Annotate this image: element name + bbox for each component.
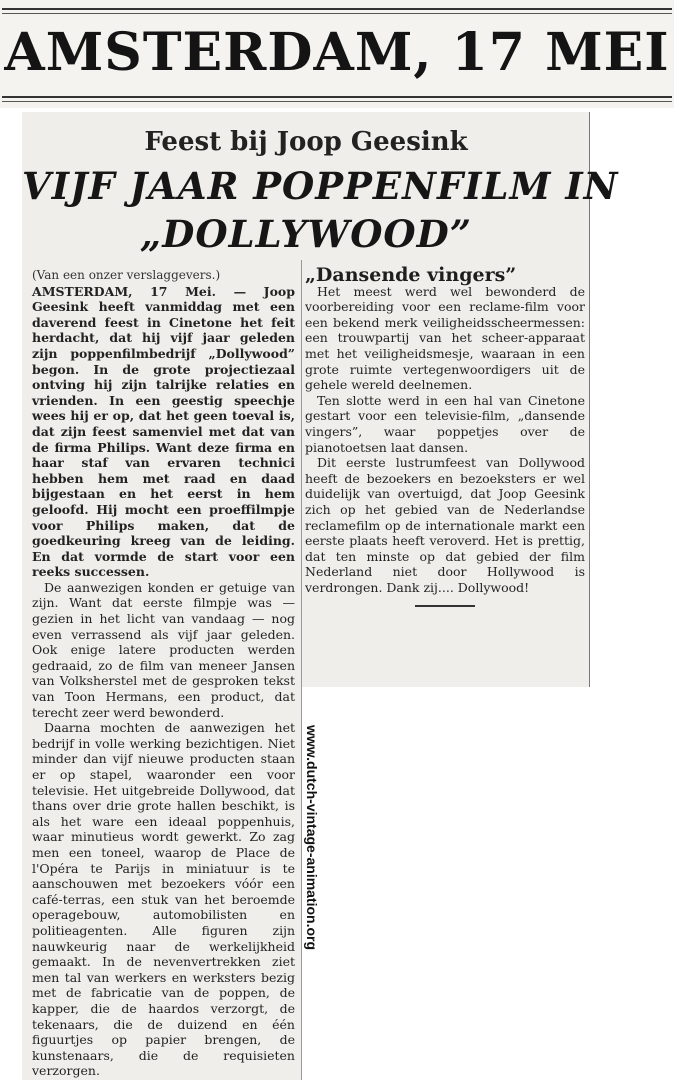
paragraph: Ten slotte werd in een hal van Cinetone gestart voor een televisie-film, „dansende vingers”, waar poppetjes over de pianotoetsen laat dansen.	[305, 392, 585, 455]
column-divider	[301, 260, 302, 1080]
masthead-rule-bottom-thin	[2, 101, 672, 102]
masthead	[0, 0, 674, 108]
article-column-right	[305, 264, 585, 607]
headline-line-2: „DOLLYWOOD”	[139, 212, 473, 256]
paragraph: Het meest werd wel bewonderd de voorbereiding voor een reclame-film voor een bekend merk veiligheidsscheermessen: een trouwpartij van het scheer-apparaat met het veiligheidsmesje, waaraan in een grote ruimte vertegenwoordigers uit de gehele wereld deelnemen.	[305, 283, 585, 393]
paragraph: Dit eerste lustrumfeest van Dollywood heeft de bezoekers en bezoeksters er wel duidelijk van overtuigd, dat Joop Geesink zich op het gebied van de Nederlandse reclamefilm op de internationale markt een eerste plaats heeft veroverd. Het is prettig, dat ten minste op dat gebied der film Nederland niet door Hollywood is verdrongen. Dank zij.... Dollywood!	[305, 455, 585, 595]
masthead-rule-top-thin	[2, 13, 672, 14]
article-end-rule	[415, 605, 475, 607]
byline: (Van een onzer verslaggevers.)	[32, 268, 221, 282]
column-subhead: „Dansende vingers”	[305, 264, 517, 286]
masthead-title: AMSTERDAM, 17 MEI	[4, 22, 670, 83]
masthead-rule-top	[2, 8, 672, 10]
paragraph: De aanwezigen konden er getuige van zijn. Want dat eerste filmpje was — gezien in het licht van vandaag — nog even verrassend als vijf jaar geleden. Ook enige latere producten werden gedraaid, zo de film van meneer Jansen van Volksherstel met de gesproken tekst van Toon Hermans, een product, dat terecht zeer werd bewonderd.	[32, 579, 295, 720]
paragraph: Daarna mochten de aanwezigen het bedrijf in volle werking bezichtigen. Niet minder dan vijf nieuwe producten staan er op stapel, waaronder een voor televisie. Het uitgebreide Dollywood, dat thans over drie grote hallen beschikt, is als het ware een ideaal poppenhuis, waar minutieus wordt gewerkt. Zo zag men een toneel, waarop de Place de l'Opéra te Parijs in miniatuur is te aanschouwen met bezoekers vóór een café-terras, een stuk van het beroemde operagebouw, automobilisten en politieagenten. Alle figuren zijn nauwkeurig naar de werkelijkheid gemaakt. In de nevenvertrekken ziet men tal van werkers en werksters bezig met de fabricatie van de poppen, de kapper, die de haardos verzorgt, de tekenaars, die de duizend en één figuurtjes op papier brengen, de kunstenaars, die de requisieten verzorgen.	[32, 720, 295, 1079]
watermark	[304, 725, 328, 985]
watermark-text: www.dutch-vintage-animation.org	[304, 725, 320, 951]
paragraph: AMSTERDAM, 17 Mei. — Joop Geesink heeft vanmiddag met een daverend feest in Cinetone het feit herdacht, dat hij vijf jaar geleden zijn poppenfilmbedrijf „Dollywood” begon. In de grote projectiezaal ontving hij zijn talrijke relaties en vrienden. In een geestig speechje wees hij er op, dat het geen toeval is, dat zijn feest samenviel met dat van de firma Philips. Want deze firma en haar staf van ervaren technici hebben hem met raad en daad bijgestaan en het eerst in hem geloofd. Hij mocht een proeffilmpje voor Philips maken, dat de goedkeuring kreeg van de leiding. En dat vormde de start voor een reeks successen.	[32, 283, 295, 580]
headline-line-1: VIJF JAAR POPPENFILM IN	[22, 164, 619, 208]
masthead-rule-bottom	[2, 96, 672, 98]
article-kicker: Feest bij Joop Geesink	[144, 127, 468, 157]
article-column-left	[32, 268, 295, 1079]
